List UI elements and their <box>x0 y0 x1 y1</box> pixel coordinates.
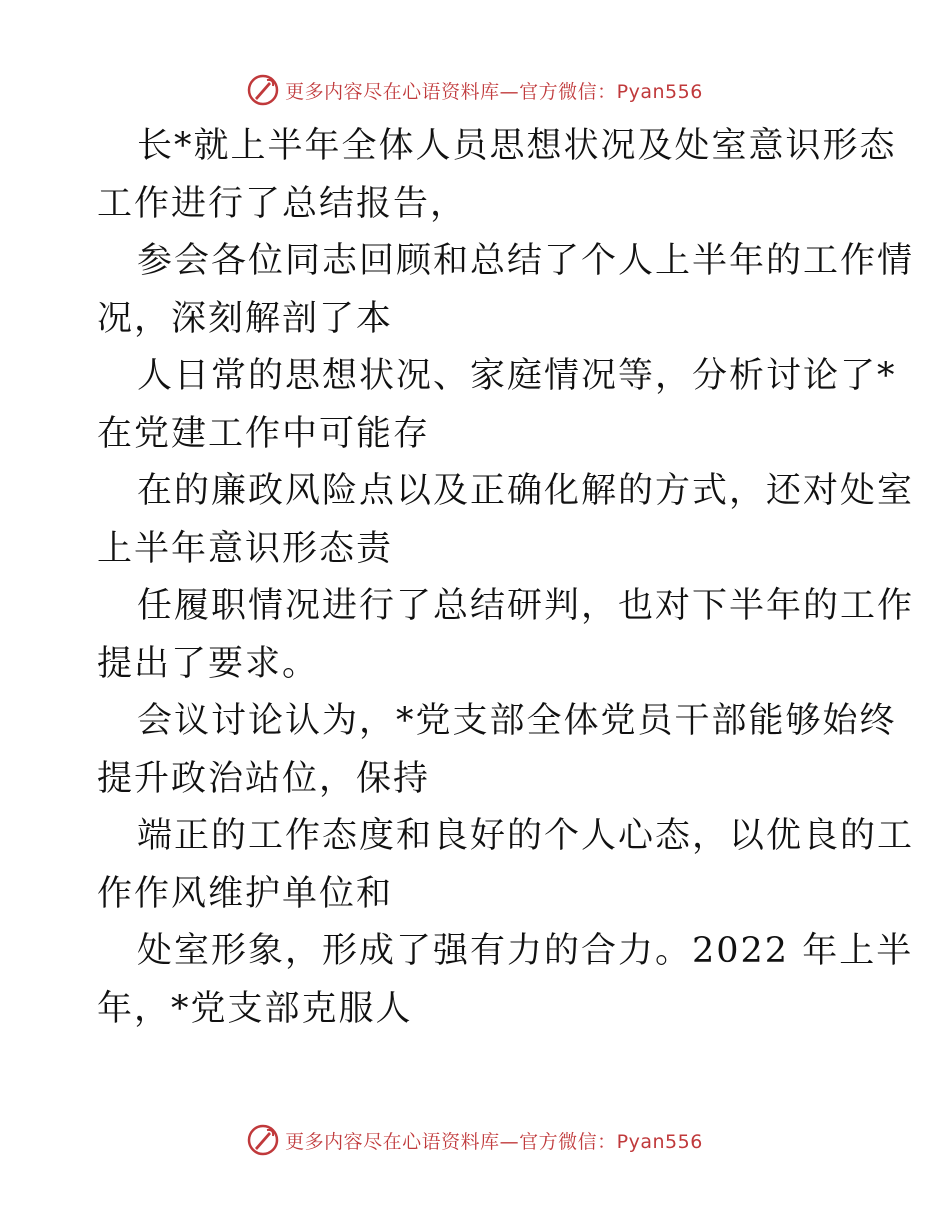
text-line: 作作风维护单位和 <box>97 873 394 914</box>
footer-watermark <box>0 1120 950 1160</box>
header-banner-text: 更多内容尽在心语资料库—官方微信：Pyan556 <box>285 80 703 103</box>
footer-banner-text: 更多内容尽在心语资料库—官方微信：Pyan556 <box>285 1130 703 1153</box>
text-line: 在党建工作中可能存 <box>97 413 431 454</box>
header-watermark <box>0 70 950 110</box>
quill-logo-icon <box>247 74 279 106</box>
text-line: 会议讨论认为，*党支部全体党员干部能够始终 <box>137 701 897 741</box>
text-line: 人日常的思想状况、家庭情况等，分析讨论了* <box>137 356 897 396</box>
text-line: 年，*党支部克服人 <box>97 988 413 1029</box>
text-line: 工作进行了总结报告， <box>97 183 468 224</box>
text-line: 长*就上半年全体人员思想状况及处室意识形态 <box>137 126 897 166</box>
quill-logo-icon <box>247 1124 279 1156</box>
document-body <box>97 118 915 1038</box>
text-line: 上半年意识形态责 <box>97 528 394 569</box>
text-line: 任履职情况进行了总结研判，也对下半年的工作 <box>137 586 915 626</box>
text-line: 况，深刻解剖了本 <box>97 298 394 339</box>
text-line: 端正的工作态度和良好的个人心态，以优良的工 <box>137 816 915 856</box>
text-line: 提出了要求。 <box>97 643 320 684</box>
text-line: 参会各位同志回顾和总结了个人上半年的工作情 <box>137 241 915 281</box>
text-line: 提升政治站位，保持 <box>97 758 431 799</box>
text-line: 在的廉政风险点以及正确化解的方式，还对处室 <box>137 471 915 511</box>
text-line: 处室形象，形成了强有力的合力。2022 年上半 <box>137 931 914 971</box>
